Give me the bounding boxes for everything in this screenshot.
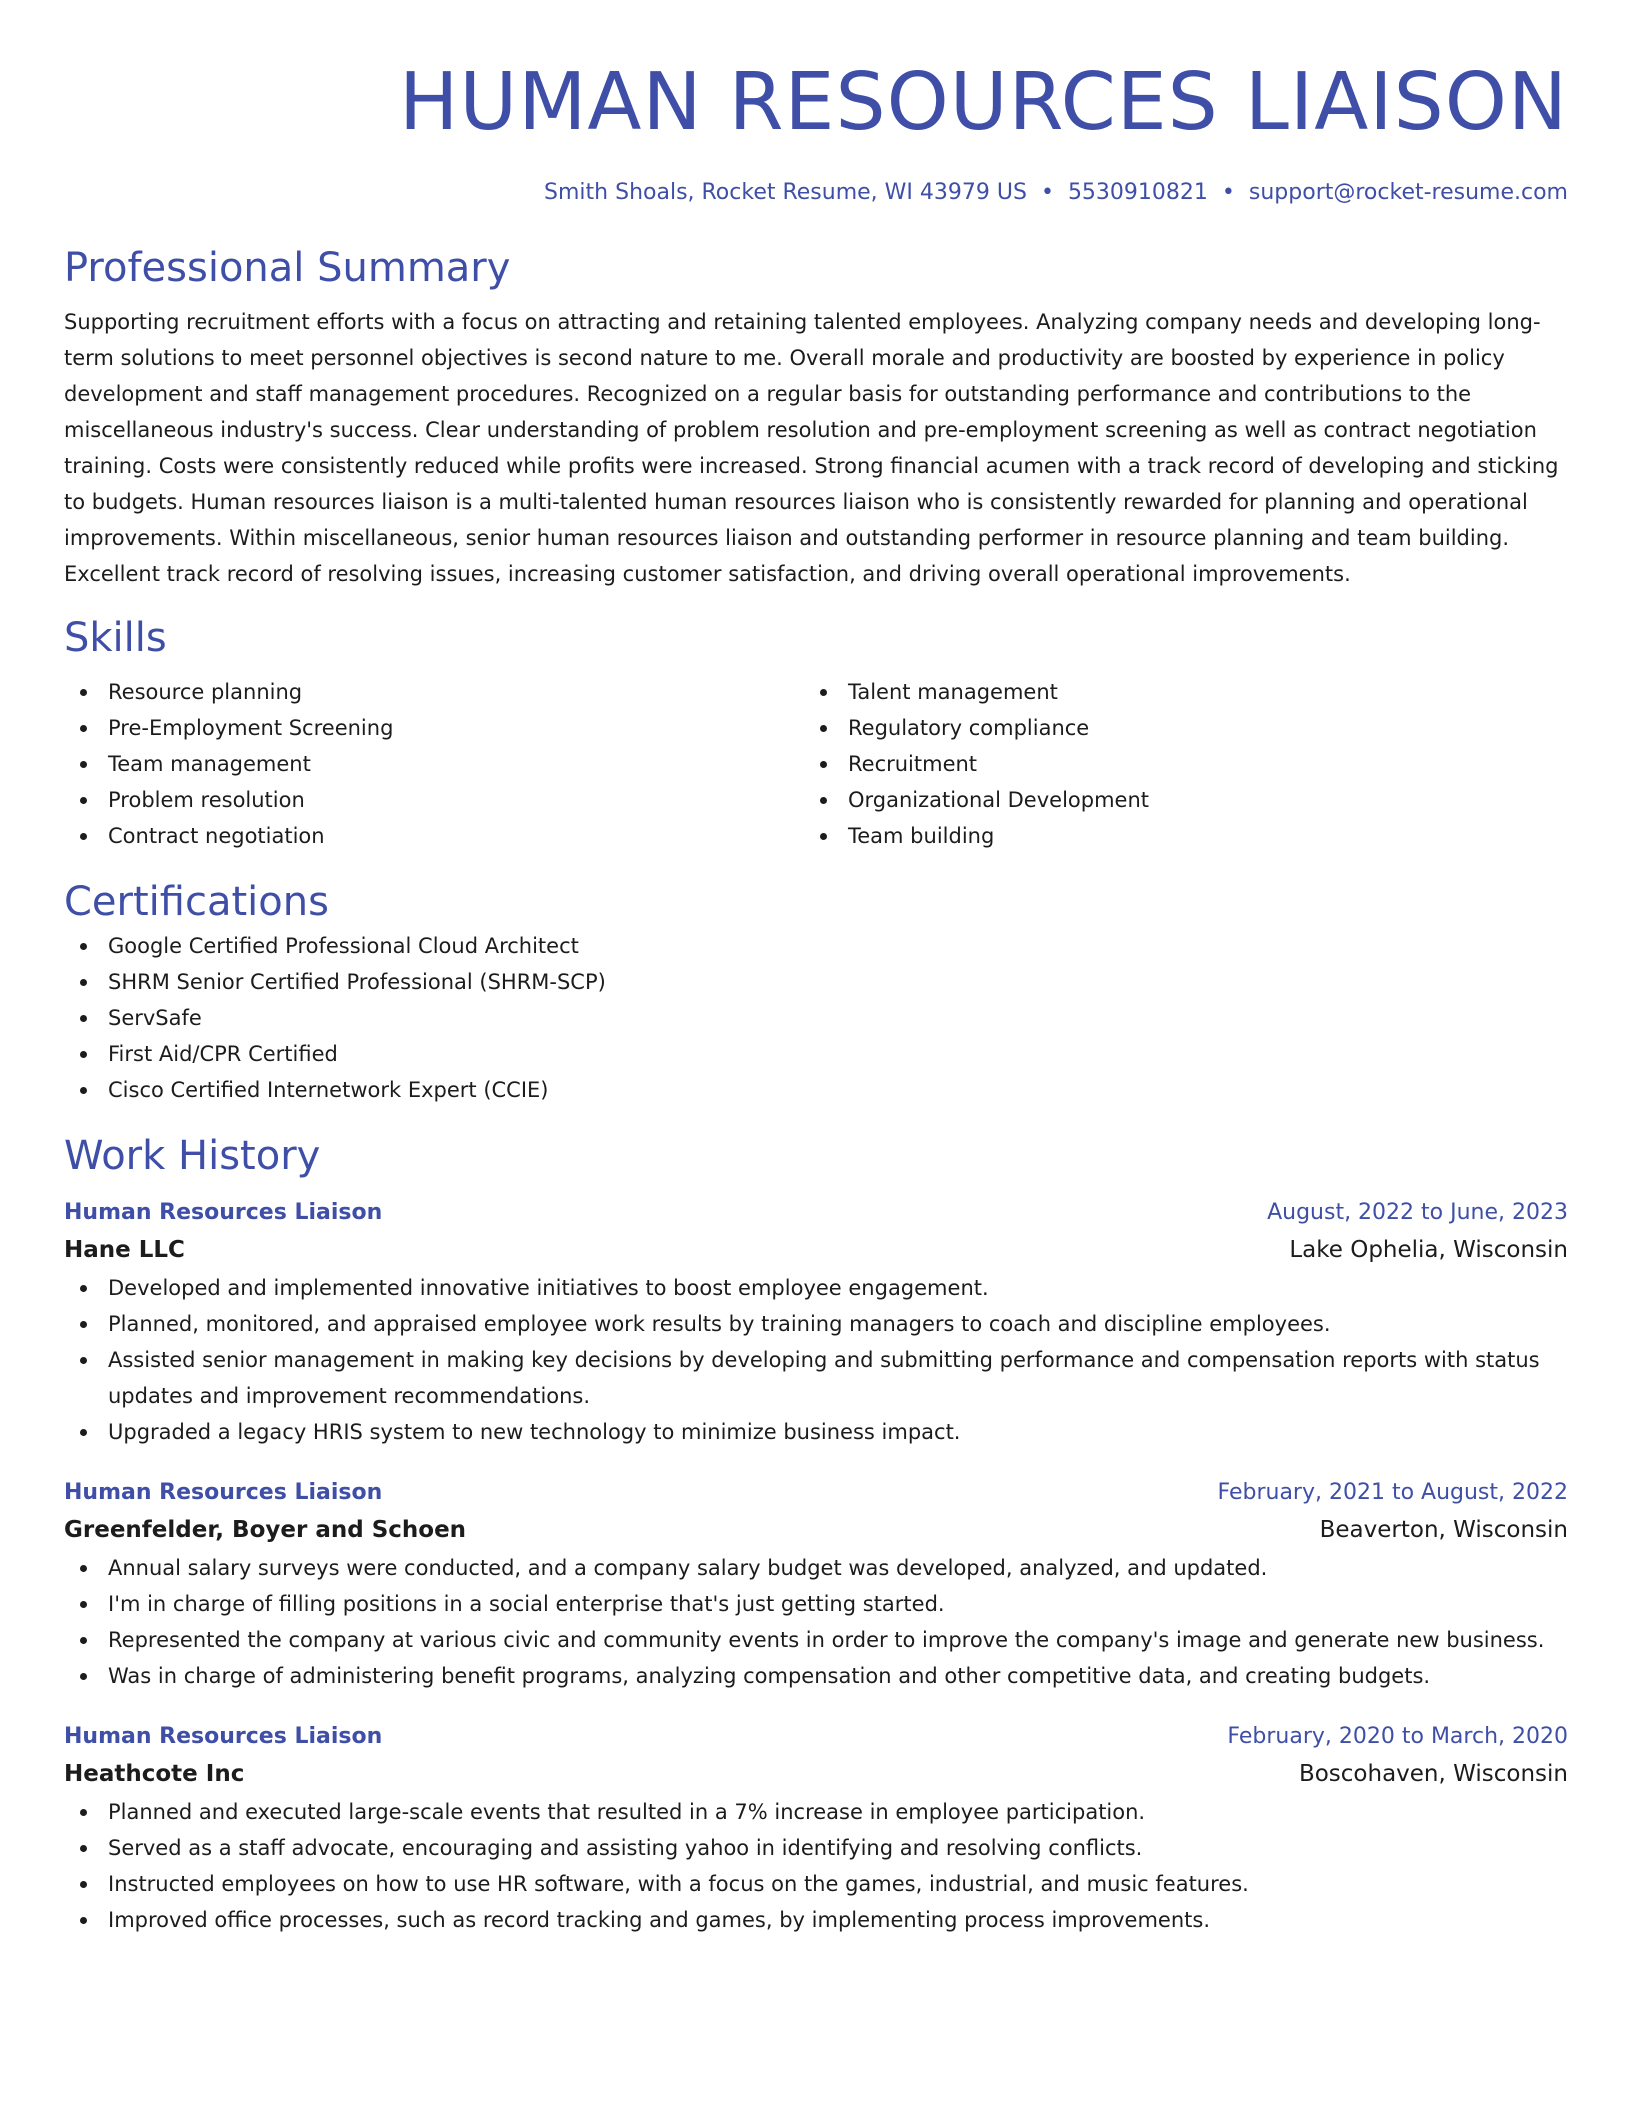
job-company: Heathcote Inc <box>64 1761 245 1787</box>
skills-column-left <box>64 674 804 854</box>
resume-header <box>64 0 1568 208</box>
certification-item: Google Certified Professional Cloud Architect <box>64 928 1568 964</box>
section-title-work-history: Work History <box>64 1133 321 1179</box>
job-bullet: Upgraded a legacy HRIS system to new technology to minimize business impact. <box>64 1414 1568 1450</box>
job-dates: February, 2021 to August, 2022 <box>1217 1480 1568 1505</box>
skills-grid <box>64 674 1568 854</box>
skills-column-right <box>804 674 1544 854</box>
skill-item: Organizational Development <box>804 782 1544 818</box>
contact-address: Smith Shoals, Rocket Resume, WI 43979 US <box>544 180 1027 205</box>
section-title-summary: Professional Summary <box>64 245 511 291</box>
job-title-row <box>64 1720 1568 1754</box>
job-location: Beaverton, Wisconsin <box>1319 1517 1568 1543</box>
job-bullet: Instructed employees on how to use HR software, with a focus on the games, industrial, and music features. <box>64 1866 1568 1902</box>
skill-item: Contract negotiation <box>64 818 804 854</box>
certification-item: First Aid/CPR Certified <box>64 1036 1568 1072</box>
contact-email: support@rocket-resume.com <box>1248 180 1568 205</box>
certification-item: SHRM Senior Certified Professional (SHRM-SCP) <box>64 964 1568 1000</box>
skill-item: Recruitment <box>804 746 1544 782</box>
job-title: Human Resources Liaison <box>64 1480 383 1505</box>
job-bullet: Represented the company at various civic and community events in order to improve the company's image and generate new business. <box>64 1622 1568 1658</box>
job-bullets <box>64 1270 1568 1450</box>
separator-dot: • <box>1221 180 1235 205</box>
skill-item: Talent management <box>804 674 1544 710</box>
certification-item: ServSafe <box>64 1000 1568 1036</box>
job-title-row <box>64 1476 1568 1510</box>
job-title: Human Resources Liaison <box>64 1724 383 1749</box>
job-bullet: Assisted senior management in making key decisions by developing and submitting performance and compensation reports with status updates and improvement recommendations. <box>64 1342 1568 1414</box>
job-company-row <box>64 1230 1568 1270</box>
skill-item: Pre-Employment Screening <box>64 710 804 746</box>
job-bullet: Planned, monitored, and appraised employee work results by training managers to coach and discipline employees. <box>64 1306 1568 1342</box>
job-entry <box>64 1720 1568 1938</box>
candidate-name: HUMAN RESOURCES LIAISON <box>399 56 1568 148</box>
skill-item: Team management <box>64 746 804 782</box>
skill-item: Regulatory compliance <box>804 710 1544 746</box>
skill-item: Problem resolution <box>64 782 804 818</box>
job-dates: August, 2022 to June, 2023 <box>1267 1200 1568 1225</box>
job-title-row <box>64 1196 1568 1230</box>
job-location: Boscohaven, Wisconsin <box>1298 1761 1568 1787</box>
certification-item: Cisco Certified Internetwork Expert (CCIE) <box>64 1072 1568 1108</box>
certifications-list <box>64 928 1568 1108</box>
job-entry <box>64 1196 1568 1450</box>
job-entry <box>64 1476 1568 1694</box>
contact-line <box>64 178 1568 208</box>
skill-item: Team building <box>804 818 1544 854</box>
job-company: Hane LLC <box>64 1237 185 1263</box>
job-bullet: Served as a staff advocate, encouraging and assisting yahoo in identifying and resolving conflicts. <box>64 1830 1568 1866</box>
summary-text: Supporting recruitment efforts with a focus on attracting and retaining talented employees. Analyzing company needs and developing long-term solutions to meet personnel objectives is second nature to me. Overall morale and productivity are boosted by experience in policy development and staff management procedures. Recognized on a regular basis for outstanding performance and contributions to the miscellaneous industry's success. Clear understanding of problem resolution and pre-employment screening as well as contract negotiation training. Costs were consistently reduced while profits were increased. Strong financial acumen with a track record of developing and sticking to budgets. Human resources liaison is a multi-talented human resources liaison who is consistently rewarded for planning and operational improvements. Within miscellaneous, senior human resources liaison and outstanding performer in resource planning and team building. Excellent track record of resolving issues, increasing customer satisfaction, and driving overall operational improvements. <box>64 310 1559 586</box>
skills-list-left <box>64 674 804 854</box>
job-bullet: Was in charge of administering benefit programs, analyzing compensation and other competitive data, and creating budgets. <box>64 1658 1568 1694</box>
job-company-row <box>64 1754 1568 1794</box>
contact-phone: 5530910821 <box>1067 180 1208 205</box>
job-bullets <box>64 1550 1568 1694</box>
job-dates: February, 2020 to March, 2020 <box>1227 1724 1568 1749</box>
job-bullet: Improved office processes, such as record tracking and games, by implementing process improvements. <box>64 1902 1568 1938</box>
job-bullet: Developed and implemented innovative initiatives to boost employee engagement. <box>64 1270 1568 1306</box>
separator-dot: • <box>1040 180 1054 205</box>
job-company: Greenfelder, Boyer and Schoen <box>64 1517 467 1543</box>
job-bullets <box>64 1794 1568 1938</box>
job-location: Lake Ophelia, Wisconsin <box>1289 1237 1568 1263</box>
skills-list-right <box>804 674 1544 854</box>
skill-item: Resource planning <box>64 674 804 710</box>
job-title: Human Resources Liaison <box>64 1200 383 1225</box>
job-company-row <box>64 1510 1568 1550</box>
job-bullet: I'm in charge of filling positions in a social enterprise that's just getting started. <box>64 1586 1568 1622</box>
section-title-certifications: Certifications <box>64 879 329 925</box>
section-title-skills: Skills <box>64 615 167 661</box>
job-bullet: Planned and executed large-scale events that resulted in a 7% increase in employee participation. <box>64 1794 1568 1830</box>
job-bullet: Annual salary surveys were conducted, and a company salary budget was developed, analyzed, and updated. <box>64 1550 1568 1586</box>
